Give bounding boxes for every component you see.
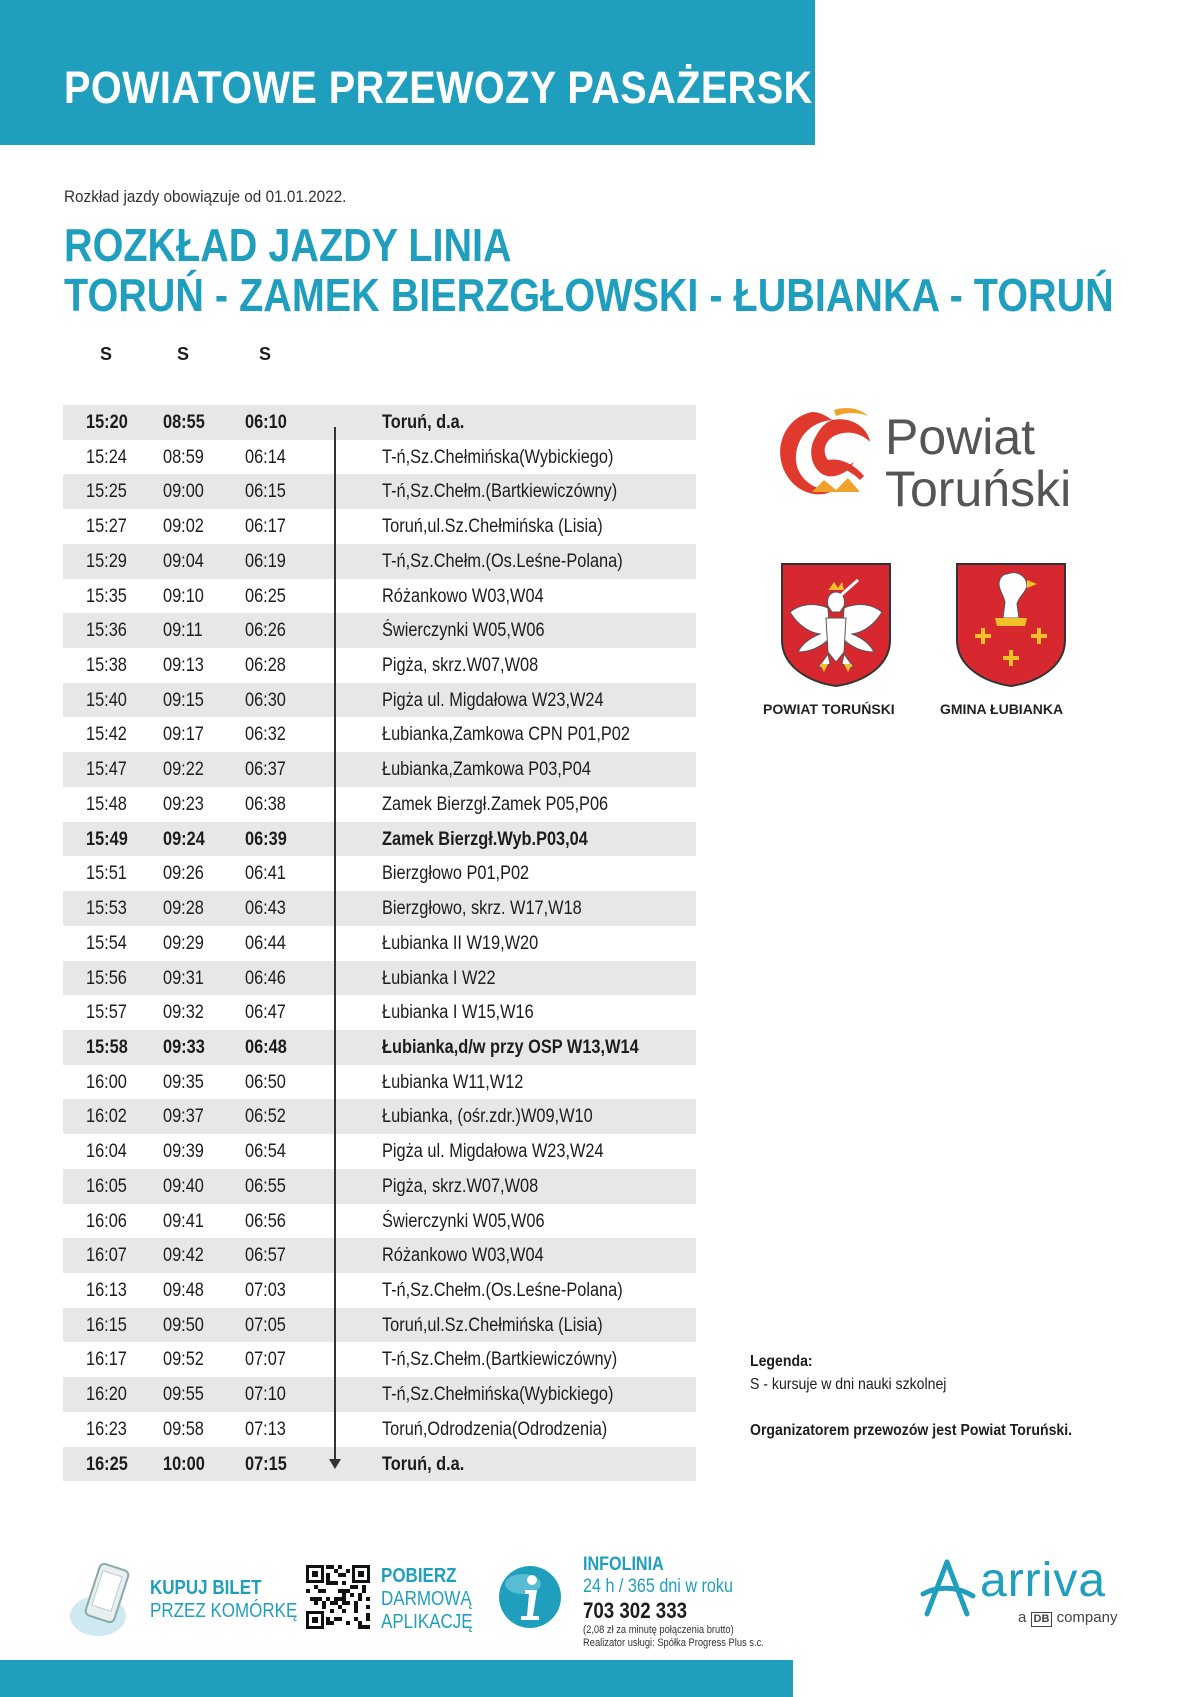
stop-name: T-ń,Sz.Chełm.(Bartkiewiczówny) [382, 481, 618, 503]
table-row [63, 474, 696, 509]
departure-time-1: 15:49 [86, 828, 128, 850]
table-row [63, 648, 696, 683]
departure-time-3: 06:15 [245, 481, 286, 503]
stop-name: T-ń,Sz.Chełmińska(Wybickiego) [382, 446, 614, 468]
table-row [63, 613, 696, 648]
stop-name: Łubianka,Zamkowa CPN P01,P02 [382, 724, 630, 746]
departure-time-3: 06:26 [245, 620, 286, 642]
qr-code-icon [306, 1565, 370, 1629]
stop-name: Toruń, d.a. [382, 412, 465, 433]
departure-time-3: 06:57 [245, 1245, 286, 1267]
departure-time-3: 06:41 [245, 863, 286, 885]
departure-time-3: 06:52 [245, 1106, 286, 1128]
departure-time-1: 16:02 [86, 1106, 127, 1128]
departure-time-2: 09:32 [163, 1002, 204, 1024]
powiat-logo-line2: Toruński [885, 461, 1072, 517]
stop-name: Toruń,Odrodzenia(Odrodzenia) [382, 1418, 608, 1440]
departure-time-3: 06:17 [245, 516, 286, 538]
table-row [63, 822, 696, 857]
stop-name: Łubianka I W15,W16 [382, 1002, 534, 1024]
arriva-wordmark: arriva [980, 1554, 1107, 1607]
departure-time-3: 07:15 [245, 1453, 287, 1475]
table-row [63, 1377, 696, 1412]
stop-name: T-ń,Sz.Chełmińska(Wybickiego) [382, 1384, 614, 1406]
departure-time-2: 08:55 [163, 412, 205, 433]
departure-time-1: 15:35 [86, 585, 127, 607]
departure-time-1: 15:58 [86, 1036, 128, 1058]
arriva-sub-a: a [1018, 1609, 1027, 1626]
timetable [63, 405, 696, 1481]
column-mark-3: S [259, 344, 272, 364]
departure-time-3: 07:10 [245, 1384, 286, 1406]
departure-time-2: 09:42 [163, 1245, 204, 1267]
route-title: TORUŃ - ZAMEK BIERZGŁOWSKI - ŁUBIANKA - TORUŃ [64, 269, 1114, 321]
departure-time-2: 09:10 [163, 585, 204, 607]
info-icon [497, 1564, 563, 1630]
arriva-sub-company: company [1056, 1609, 1118, 1626]
table-row [63, 405, 696, 440]
departure-time-1: 16:15 [86, 1314, 127, 1336]
departure-time-1: 15:51 [86, 863, 127, 885]
table-row [63, 1273, 696, 1308]
powiat-logo-line1: Powiat [885, 409, 1036, 465]
bird-crest-icon [955, 562, 1067, 688]
departure-time-3: 06:55 [245, 1175, 286, 1197]
stop-name: Toruń, d.a. [382, 1453, 465, 1475]
infoline-hours: 24 h / 365 dni w roku [583, 1576, 733, 1597]
table-row [63, 1447, 696, 1482]
departure-time-3: 06:19 [245, 550, 286, 572]
departure-time-2: 09:23 [163, 793, 204, 815]
departure-time-1: 16:04 [86, 1141, 127, 1163]
stop-name: Łubianka II W19,W20 [382, 932, 539, 954]
departure-time-2: 09:24 [163, 828, 205, 850]
departure-time-2: 09:58 [163, 1418, 204, 1440]
table-row [63, 856, 696, 891]
route-arrow-icon [329, 1459, 341, 1469]
departure-time-1: 15:29 [86, 550, 127, 572]
departure-time-2: 09:22 [163, 759, 204, 781]
departure-time-1: 16:06 [86, 1210, 127, 1232]
departure-time-2: 09:28 [163, 898, 204, 920]
timetable-title: ROZKŁAD JAZDY LINIA [64, 219, 512, 271]
stop-name: Zamek Bierzgł.Zamek P05,P06 [382, 793, 609, 815]
table-row [63, 752, 696, 787]
stop-name: Łubianka, (ośr.zdr.)W09,W10 [382, 1106, 593, 1128]
header-title: POWIATOWE PRZEWOZY PASAŻERSKIE [64, 62, 851, 113]
departure-time-2: 09:00 [163, 481, 204, 503]
table-row [63, 1412, 696, 1447]
arriva-logo-icon [915, 1556, 979, 1620]
departure-time-1: 15:20 [86, 412, 128, 433]
departure-time-2: 09:55 [163, 1384, 204, 1406]
departure-time-2: 09:48 [163, 1279, 204, 1301]
table-row [63, 1238, 696, 1273]
departure-time-3: 06:44 [245, 932, 286, 954]
departure-time-3: 07:07 [245, 1349, 286, 1371]
stop-name: Bierzgłowo P01,P02 [382, 863, 530, 885]
buy-ticket-line1: KUPUJ BILET [150, 1577, 262, 1599]
departure-time-2: 09:39 [163, 1141, 204, 1163]
departure-time-2: 09:35 [163, 1071, 204, 1093]
eagle-crest-icon [780, 562, 892, 688]
table-row [63, 1134, 696, 1169]
table-row [63, 926, 696, 961]
stop-name: Pigża, skrz.W07,W08 [382, 1175, 539, 1197]
departure-time-3: 07:05 [245, 1314, 286, 1336]
departure-time-2: 08:59 [163, 446, 204, 468]
departure-time-2: 09:02 [163, 516, 204, 538]
stop-name: Toruń,ul.Sz.Chełmińska (Lisia) [382, 516, 603, 538]
table-row [63, 1308, 696, 1343]
departure-time-3: 06:43 [245, 898, 286, 920]
departure-time-1: 15:42 [86, 724, 127, 746]
stop-name: Różankowo W03,W04 [382, 1245, 544, 1267]
table-row [63, 1204, 696, 1239]
departure-time-1: 16:05 [86, 1175, 127, 1197]
stop-name: Pigża, skrz.W07,W08 [382, 655, 539, 677]
table-row [63, 961, 696, 996]
departure-time-1: 15:36 [86, 620, 127, 642]
app-line3: APLIKACJĘ [381, 1611, 473, 1633]
departure-time-1: 15:40 [86, 689, 127, 711]
table-row [63, 1099, 696, 1134]
stop-name: T-ń,Sz.Chełm.(Bartkiewiczówny) [382, 1349, 618, 1371]
table-row [63, 891, 696, 926]
departure-time-1: 15:57 [86, 1002, 127, 1024]
departure-time-3: 06:54 [245, 1141, 286, 1163]
app-line1: POBIERZ [381, 1565, 457, 1587]
column-mark-2: S [177, 344, 190, 364]
legend-heading: Legenda: [750, 1353, 813, 1370]
stop-name: Toruń,ul.Sz.Chełmińska (Lisia) [382, 1314, 603, 1336]
organizer-note: Organizatorem przewozów jest Powiat Toruński. [750, 1422, 1073, 1439]
buy-ticket-line2: PRZEZ KOMÓRKĘ [150, 1600, 298, 1622]
phone-icon [68, 1560, 140, 1640]
departure-time-2: 09:41 [163, 1210, 204, 1232]
stop-name: Zamek Bierzgł.Wyb.P03,04 [382, 828, 588, 850]
db-mark: DB [1031, 1612, 1053, 1627]
departure-time-1: 16:23 [86, 1418, 127, 1440]
departure-time-1: 15:47 [86, 759, 127, 781]
infoline-price: (2,08 zł za minutę połączenia brutto) [583, 1624, 734, 1636]
stop-name: Bierzgłowo, skrz. W17,W18 [382, 898, 582, 920]
table-row [63, 1030, 696, 1065]
departure-time-1: 15:48 [86, 793, 127, 815]
departure-time-1: 15:24 [86, 446, 127, 468]
departure-time-2: 10:00 [163, 1453, 205, 1475]
departure-time-2: 09:15 [163, 689, 204, 711]
departure-time-2: 09:31 [163, 967, 204, 989]
departure-time-2: 09:33 [163, 1036, 205, 1058]
legend-item: S - kursuje w dni nauki szkolnej [750, 1376, 947, 1393]
departure-time-2: 09:40 [163, 1175, 204, 1197]
departure-time-3: 06:30 [245, 689, 286, 711]
stop-name: Łubianka W11,W12 [382, 1071, 524, 1093]
infoline-operator: Realizator usługi: Spółka Progress Plus s.c. [583, 1637, 764, 1649]
stop-name: Pigża ul. Migdałowa W23,W24 [382, 689, 604, 711]
departure-time-2: 09:04 [163, 550, 204, 572]
table-row [63, 717, 696, 752]
stop-name: T-ń,Sz.Chełm.(Os.Leśne-Polana) [382, 1279, 623, 1301]
departure-time-1: 16:17 [86, 1349, 127, 1371]
departure-time-2: 09:11 [163, 620, 203, 642]
infoline-title: INFOLINIA [583, 1554, 664, 1575]
departure-time-3: 06:56 [245, 1210, 286, 1232]
valid-from-note: Rozkład jazdy obowiązuje od 01.01.2022. [64, 187, 347, 206]
crest-label-gmina: GMINA ŁUBIANKA [940, 701, 1064, 717]
departure-time-3: 06:50 [245, 1071, 286, 1093]
departure-time-2: 09:29 [163, 932, 204, 954]
departure-time-2: 09:52 [163, 1349, 204, 1371]
stop-name: Łubianka I W22 [382, 967, 496, 989]
table-row [63, 440, 696, 475]
departure-time-1: 16:25 [86, 1453, 128, 1475]
departure-time-3: 06:47 [245, 1002, 286, 1024]
stop-name: Różankowo W03,W04 [382, 585, 544, 607]
departure-time-3: 06:14 [245, 446, 286, 468]
bottom-band [0, 1660, 793, 1697]
departure-time-3: 07:03 [245, 1279, 286, 1301]
departure-time-1: 15:54 [86, 932, 127, 954]
stop-name: T-ń,Sz.Chełm.(Os.Leśne-Polana) [382, 550, 623, 572]
departure-time-2: 09:17 [163, 724, 204, 746]
route-line [334, 427, 336, 1462]
departure-time-2: 09:26 [163, 863, 204, 885]
departure-time-3: 06:39 [245, 828, 287, 850]
column-mark-1: S [100, 344, 113, 364]
departure-time-3: 06:38 [245, 793, 286, 815]
departure-time-3: 06:28 [245, 655, 286, 677]
table-row [63, 1169, 696, 1204]
table-row [63, 1342, 696, 1377]
departure-time-3: 06:48 [245, 1036, 287, 1058]
departure-time-3: 06:10 [245, 412, 287, 433]
crest-label-powiat: POWIAT TORUŃSKI [763, 701, 895, 717]
table-row [63, 509, 696, 544]
departure-time-3: 06:32 [245, 724, 286, 746]
table-row [63, 683, 696, 718]
departure-time-2: 09:13 [163, 655, 204, 677]
stop-name: Świerczynki W05,W06 [382, 620, 545, 642]
arriva-subline [1018, 1609, 1117, 1627]
departure-time-2: 09:37 [163, 1106, 204, 1128]
departure-time-1: 15:53 [86, 898, 127, 920]
app-line2: DARMOWĄ [381, 1588, 472, 1610]
table-row [63, 787, 696, 822]
table-row [63, 995, 696, 1030]
table-row [63, 579, 696, 614]
stop-name: Świerczynki W05,W06 [382, 1210, 545, 1232]
stop-name: Łubianka,d/w przy OSP W13,W14 [382, 1036, 639, 1058]
departure-time-3: 06:25 [245, 585, 286, 607]
departure-time-1: 15:27 [86, 516, 127, 538]
departure-time-3: 07:13 [245, 1418, 286, 1440]
stop-name: Łubianka,Zamkowa P03,P04 [382, 759, 591, 781]
departure-time-1: 16:20 [86, 1384, 127, 1406]
departure-time-3: 06:46 [245, 967, 286, 989]
departure-time-1: 16:00 [86, 1071, 127, 1093]
departure-time-1: 15:38 [86, 655, 127, 677]
table-row [63, 1065, 696, 1100]
stop-name: Pigża ul. Migdałowa W23,W24 [382, 1141, 604, 1163]
departure-time-1: 16:07 [86, 1245, 127, 1267]
infoline-phone: 703 302 333 [583, 1598, 687, 1623]
departure-time-3: 06:37 [245, 759, 286, 781]
header-band [0, 0, 851, 145]
table-row [63, 544, 696, 579]
departure-time-2: 09:50 [163, 1314, 204, 1336]
departure-time-1: 15:56 [86, 967, 127, 989]
departure-time-1: 16:13 [86, 1279, 127, 1301]
departure-time-1: 15:25 [86, 481, 127, 503]
